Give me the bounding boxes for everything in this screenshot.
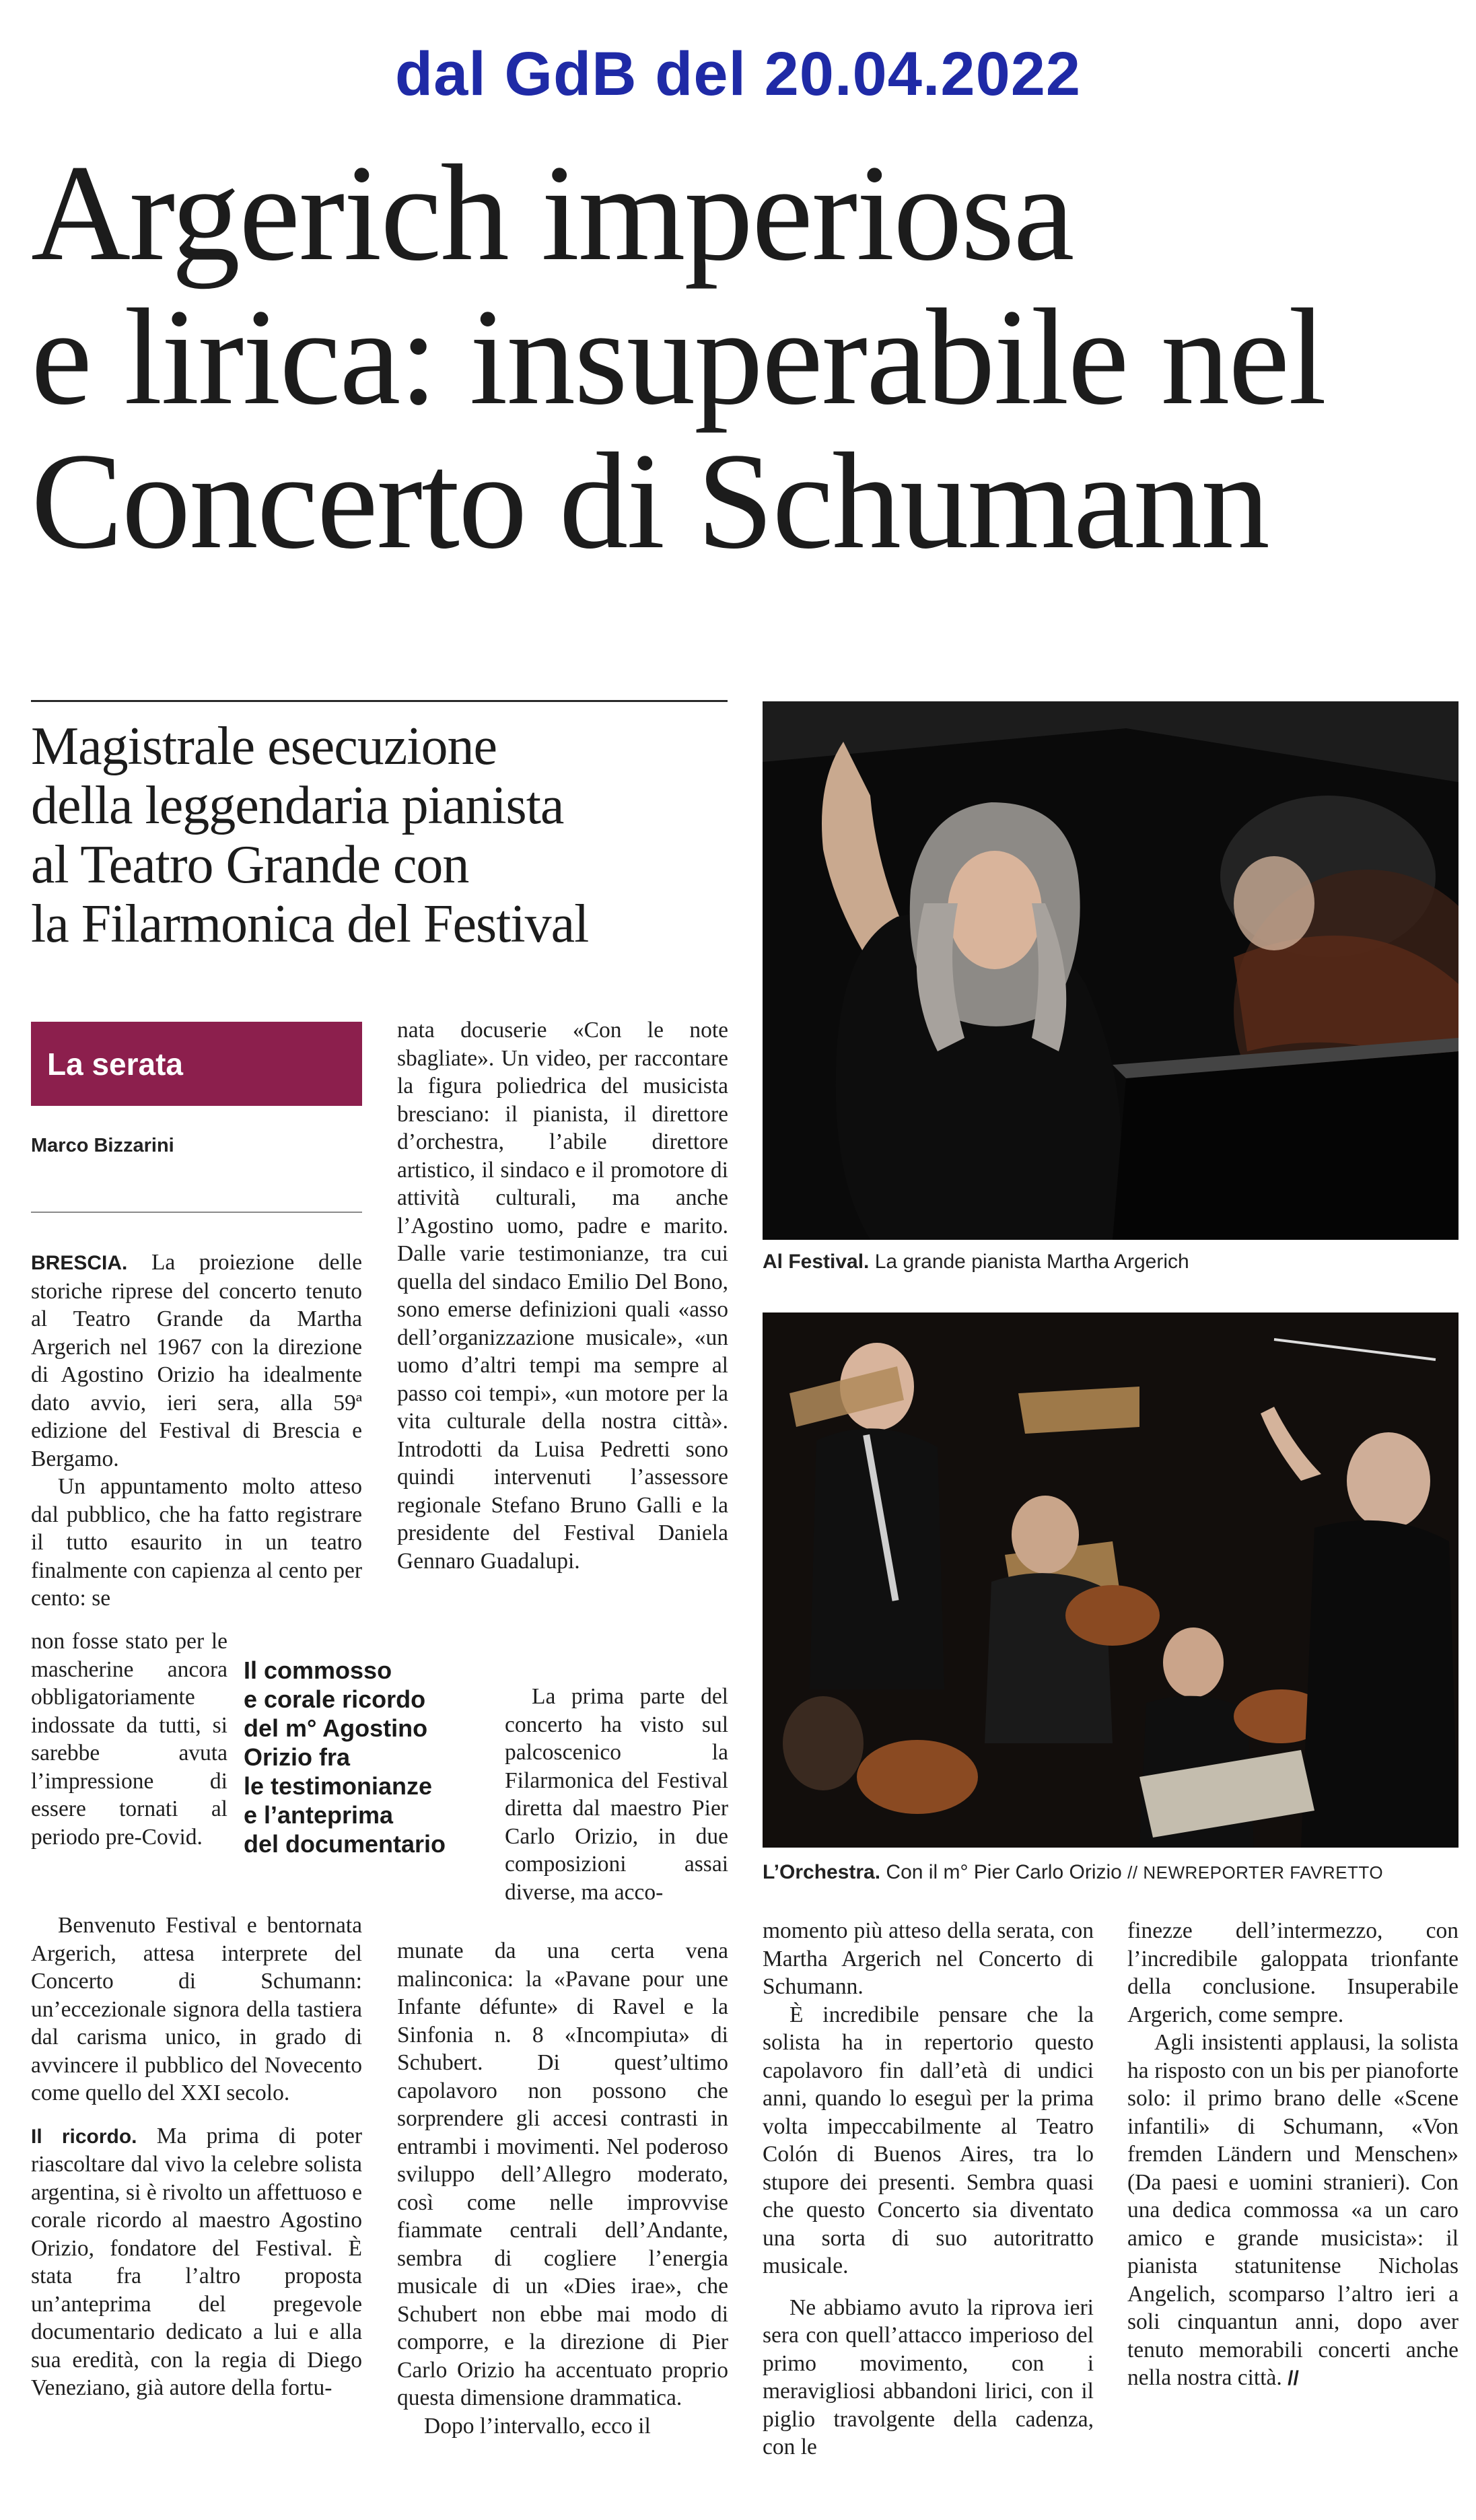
column-3 xyxy=(763,1917,1094,2461)
paragraph: Ne abbiamo avuto la riprova ieri sera con quell’attacco imperioso del primo movimento, con i meravigliosi abbandoni lirici, con il piglio travolgente della cadenza, con le xyxy=(763,2295,1094,2459)
paragraph: Un appuntamento molto atteso dal pubblico, che ha fatto registrare il tutto esaurito in un teatro finalmente con capienza al cento per cento: se xyxy=(31,1474,362,1611)
paragraph: Agli insistenti applausi, la solista ha risposto con un bis per pianoforte solo: il primo brano delle «Scene infantili» di Schumann, «Von fremden Ländern und Menschen» (Da paesi e uomini stranieri). Con una dedica commossa «a un caro amico e grande musicista»: il pianista statunitense Nicholas Angelich, scomparso l’altro ieri a soli cinquantun anni, dopo aver tenuto memorabili concerti anche nella nostra città. // xyxy=(1127,2030,1459,2390)
subhead-rule xyxy=(31,700,728,702)
column-1-narrow xyxy=(31,1628,227,1851)
pull-quote: Il commosso e corale ricordo del m° Agostino Orizio fra le testimonianze e l’anteprima del documentario xyxy=(244,1656,446,1858)
photo-credit: // NEWREPORTER FAVRETTO xyxy=(1127,1862,1384,1883)
subhead-line-1: Magistrale esecuzione xyxy=(31,717,497,776)
paragraph: Benvenuto Festival e bentornata Argerich, attesa interprete del Concerto di Schumann: un’eccezionale signora della tastiera dal carisma unico, in grado di avvincere il pubblico del Novecento come quello del XXI secolo. xyxy=(31,1913,362,2105)
byline: Marco Bizzarini xyxy=(31,1135,174,1156)
column-2-upper xyxy=(397,1016,728,1575)
paragraph: La prima parte del concerto ha visto sul palcoscenico la Filarmonica del Festival diretta dal maestro Pier Carlo Orizio, in due composizioni assai diverse, ma acco- xyxy=(505,1684,728,1905)
paragraph: finezze dell’intermezzo, con l’incredibile galoppata trionfante della conclusione. Insuperabile Argerich, come sempre. xyxy=(1127,1918,1459,2027)
byline-separator xyxy=(31,1212,362,1213)
subhead-line-3: al Teatro Grande con xyxy=(31,835,469,895)
headline-line-1: Argerich imperiosa xyxy=(31,137,1074,289)
photo-martha-argerich xyxy=(763,701,1459,1240)
column-4 xyxy=(1127,1917,1459,2393)
dateline: BRESCIA. xyxy=(31,1252,128,1274)
subhead-line-2: della leggendaria pianista xyxy=(31,776,564,835)
source-line: dal GdB del 20.04.2022 xyxy=(394,40,1082,108)
section-lead: Il ricordo. xyxy=(31,2125,137,2148)
end-mark: // xyxy=(1288,2367,1299,2389)
paragraph: Il ricordo. Ma prima di poter riascoltare dal vivo la celebre solista argentina, si è rivolto un affettuoso e corale ricordo al maestro Agostino Orizio, fondatore del Festival. È stata fra l’altro proposta un’anteprima del pregevole documentario dedicato a lui e alla sua eredità, con la regia di Diego Veneziano, già autore della fortu- xyxy=(31,2123,363,2400)
subheadline xyxy=(31,717,724,954)
paragraph: È incredibile pensare che la solista ha in repertorio questo capolavoro fin dall’età di undici anni, quando lo eseguì per la prima volta impeccabilmente al Teatro Colón di Buenos Aires, tra lo stupore dei presenti. Sembra quasi che questo Concerto sia diventato una sorta di suo autoritratto musicale. xyxy=(763,2002,1094,2278)
paragraph: momento più atteso della serata, con Martha Argerich nel Concerto di Schumann. xyxy=(763,1918,1094,1999)
section-rubric: La serata xyxy=(31,1022,362,1106)
photo-2-caption: L’Orchestra. Con il m° Pier Carlo Orizio // NEWREPORTER FAVRETTO xyxy=(763,1861,1384,1883)
pianist-illustration xyxy=(763,701,1459,1240)
headline-line-3: Concerto di Schumann xyxy=(31,425,1269,578)
photo-orchestra xyxy=(763,1312,1459,1848)
paragraph: nata docuserie «Con le note sbagliate». Un video, per raccontare la figura poliedrica del musicista bresciano: il pianista, il direttore d’orchestra, l’abile direttore artistico, il sindaco e il promotore di attività culturali, ma anche l’Agostino uomo, padre e marito. Dalle varie testimonianze, tra cui quella del sindaco Emilio Del Bono, sono emerse definizioni quali «asso dell’organizzazione musicale», «un uomo d’altri tempi ma sempre al passo coi tempi», «un motore per la vita culturale della nostra città». Introdotti da Luisa Pedretti sono quindi intervenuti l’assessore regionale Stefano Bruno Galli e la presidente del Festival Daniela Gennaro Guadalupi. xyxy=(397,1018,728,1574)
column-1 xyxy=(31,1249,362,1613)
headline-line-2: e lirica: insuperabile nel xyxy=(31,281,1326,433)
column-1-lower xyxy=(31,1912,362,2402)
subhead-line-4: la Filarmonica del Festival xyxy=(31,895,589,954)
column-2-lower xyxy=(397,1937,728,2440)
column-2-narrow xyxy=(505,1683,728,1906)
photo-1-caption: Al Festival. La grande pianista Martha Argerich xyxy=(763,1251,1189,1273)
headline xyxy=(31,137,1458,578)
paragraph: Dopo l’intervallo, ecco il xyxy=(424,2413,651,2439)
paragraph: munate da una certa vena malinconica: la «Pavane pour une Infante défunte» di Ravel e la Sinfonia n. 8 «Incompiuta» di Schubert. Di quest’ultimo capolavoro non possono che sorprendere gli accesi contrasti in entrambi i movimenti. Nel poderoso sviluppo dell’Allegro moderato, così come nelle improvvise fiammate centrali dell’Andante, sembra di cogliere l’energia musicale di un «Dies irae», che Schubert non ebbe mai modo di comporre, e la direzione di Pier Carlo Orizio ha accentuato proprio questa dimensione drammatica. xyxy=(397,1938,728,2410)
paragraph: non fosse stato per le mascherine ancora obbligatoriamente indossate da tutti, si sarebbe avuta l’impressione di essere tornati al periodo pre-Covid. xyxy=(31,1629,227,1850)
orchestra-illustration xyxy=(763,1312,1459,1848)
paragraph: BRESCIA. La proiezione delle storiche riprese del concerto tenuto al Teatro Grande da Martha Argerich nel 1967 con la direzione di Agostino Orizio ha idealmente dato avvio, ieri sera, alla 59ª edizione del Festival di Brescia e Bergamo. xyxy=(31,1250,362,1471)
